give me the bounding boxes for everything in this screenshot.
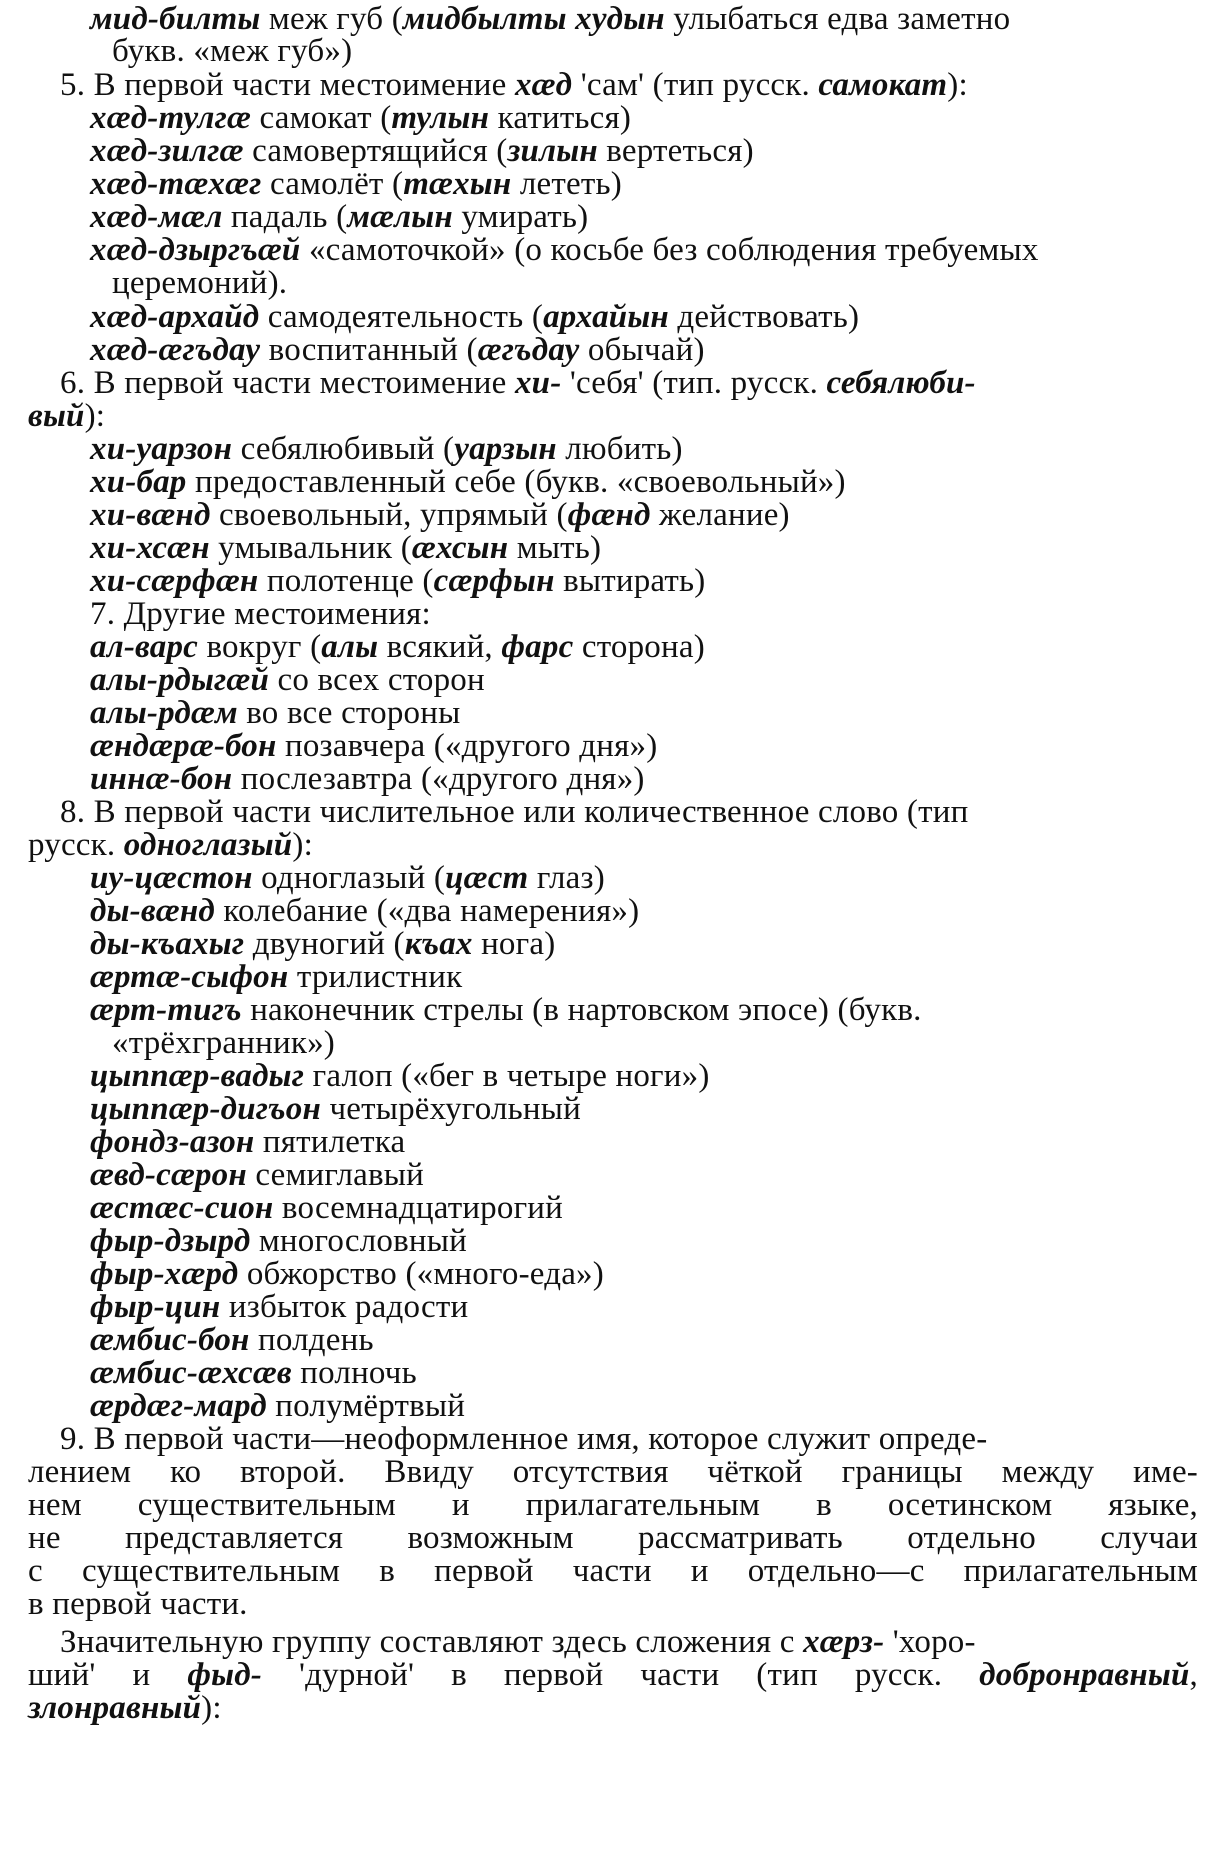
text-line: хæд-архайд самодеятельность (архайын действовать): [90, 299, 860, 335]
text-line: хæд-дзыргъæй «самоточкой» (о косьбе без соблюдения требуемых: [90, 232, 1039, 268]
text-line: хæд-зилгæ самовертящийся (зилын вертеться): [90, 133, 754, 169]
text-line: фыр-хæрд обжорство («много-еда»): [90, 1256, 604, 1292]
text-line: ший' и фыд- 'дурной' в первой части (тип русск. добронравный,: [28, 1657, 1198, 1693]
text-line: злонравный):: [28, 1690, 222, 1726]
text-line: ал-варс вокруг (алы всякий, фарс сторона): [90, 629, 705, 665]
text-line: цыппæр-дигъон четырёхугольный: [90, 1091, 581, 1127]
text-line: хæд-тулгæ самокат (тулын катиться): [90, 100, 632, 136]
text-line: æмбис-æхсæв полночь: [90, 1355, 417, 1391]
text-line: Значительную группу составляют здесь сложения с хæрз- 'хоро-: [60, 1624, 976, 1660]
text-line: æрт-тигъ наконечник стрелы (в нартовском эпосе) (букв.: [90, 992, 922, 1028]
section-heading: 7. Другие местоимения:: [90, 596, 431, 632]
text-line: хæд-æгъдау воспитанный (æгъдау обычай): [90, 332, 705, 368]
text-line: церемоний).: [112, 265, 288, 301]
text-line: хи-хсæн умывальник (æхсын мыть): [90, 530, 602, 566]
text-line: не представляется возможным рассматривать отдельно случаи: [28, 1520, 1198, 1556]
section-heading: 5. В первой части местоимение хæд 'сам' (тип русск. самокат):: [60, 67, 968, 103]
text-line: алы-рдыгæй со всех сторон: [90, 662, 485, 698]
text-line: хи-сæрфæн полотенце (сæрфын вытирать): [90, 563, 706, 599]
text-line: лением ко второй. Ввиду отсутствия чёткой границы между име-: [28, 1454, 1198, 1490]
text-line: нем существительным и прилагательным в осетинском языке,: [28, 1487, 1198, 1523]
text-line: в первой части.: [28, 1586, 248, 1622]
text-line: хи-бар предоставленный себе (букв. «своевольный»): [90, 464, 846, 500]
text-line: русск. одноглазый):: [28, 827, 313, 863]
text-line: æвд-сæрон семиглавый: [90, 1157, 424, 1193]
text-line: æртæ-сыфон трилистник: [90, 959, 463, 995]
text-line: æстæс-сион восемнадцатирогий: [90, 1190, 564, 1226]
text-line: алы-рдæм во все стороны: [90, 695, 461, 731]
text-line: æндæрæ-бон позавчера («другого дня»): [90, 728, 658, 764]
text-line: цыппæр-вадыг галоп («бег в четыре ноги»): [90, 1058, 710, 1094]
text-line: æрдæг-мард полумёртвый: [90, 1388, 466, 1424]
text-line: хæд-тæхæг самолёт (тæхын лететь): [90, 166, 622, 202]
text-line: фондз-азон пятилетка: [90, 1124, 406, 1160]
text-line: фыр-цин избыток радости: [90, 1289, 469, 1325]
text-line: хи-вæнд своевольный, упрямый (фæнд желание): [90, 497, 790, 533]
text-line: мид-билты меж губ (мидбылты худын улыбаться едва заметно: [90, 1, 1011, 37]
text-line: с существительным в первой части и отдельно—с прилагательным: [28, 1553, 1198, 1589]
text-line: «трёхгранник»): [112, 1025, 335, 1061]
text-line: хи-уарзон себялюбивый (уарзын любить): [90, 431, 683, 467]
text-line: хæд-мæл падаль (мæлын умирать): [90, 199, 589, 235]
text-line: æмбис-бон полдень: [90, 1322, 374, 1358]
text-line: вый):: [28, 398, 106, 434]
text-line: ды-вæнд колебание («два намерения»): [90, 893, 640, 929]
text-line: фыр-дзырд многословный: [90, 1223, 468, 1259]
section-heading: 8. В первой части числительное или количественное слово (тип: [60, 794, 969, 830]
text-line: букв. «меж губ»): [112, 33, 353, 69]
section-heading: 9. В первой части—неоформленное имя, которое служит опреде-: [60, 1421, 988, 1457]
text-line: иу-цæстон одноглазый (цæст глаз): [90, 860, 605, 896]
text-line: ды-къахыг двуногий (къах нога): [90, 926, 556, 962]
text-line: иннæ-бон послезавтра («другого дня»): [90, 761, 645, 797]
section-heading: 6. В первой части местоимение хи- 'себя' (тип. русск. себялюби-: [60, 365, 976, 401]
